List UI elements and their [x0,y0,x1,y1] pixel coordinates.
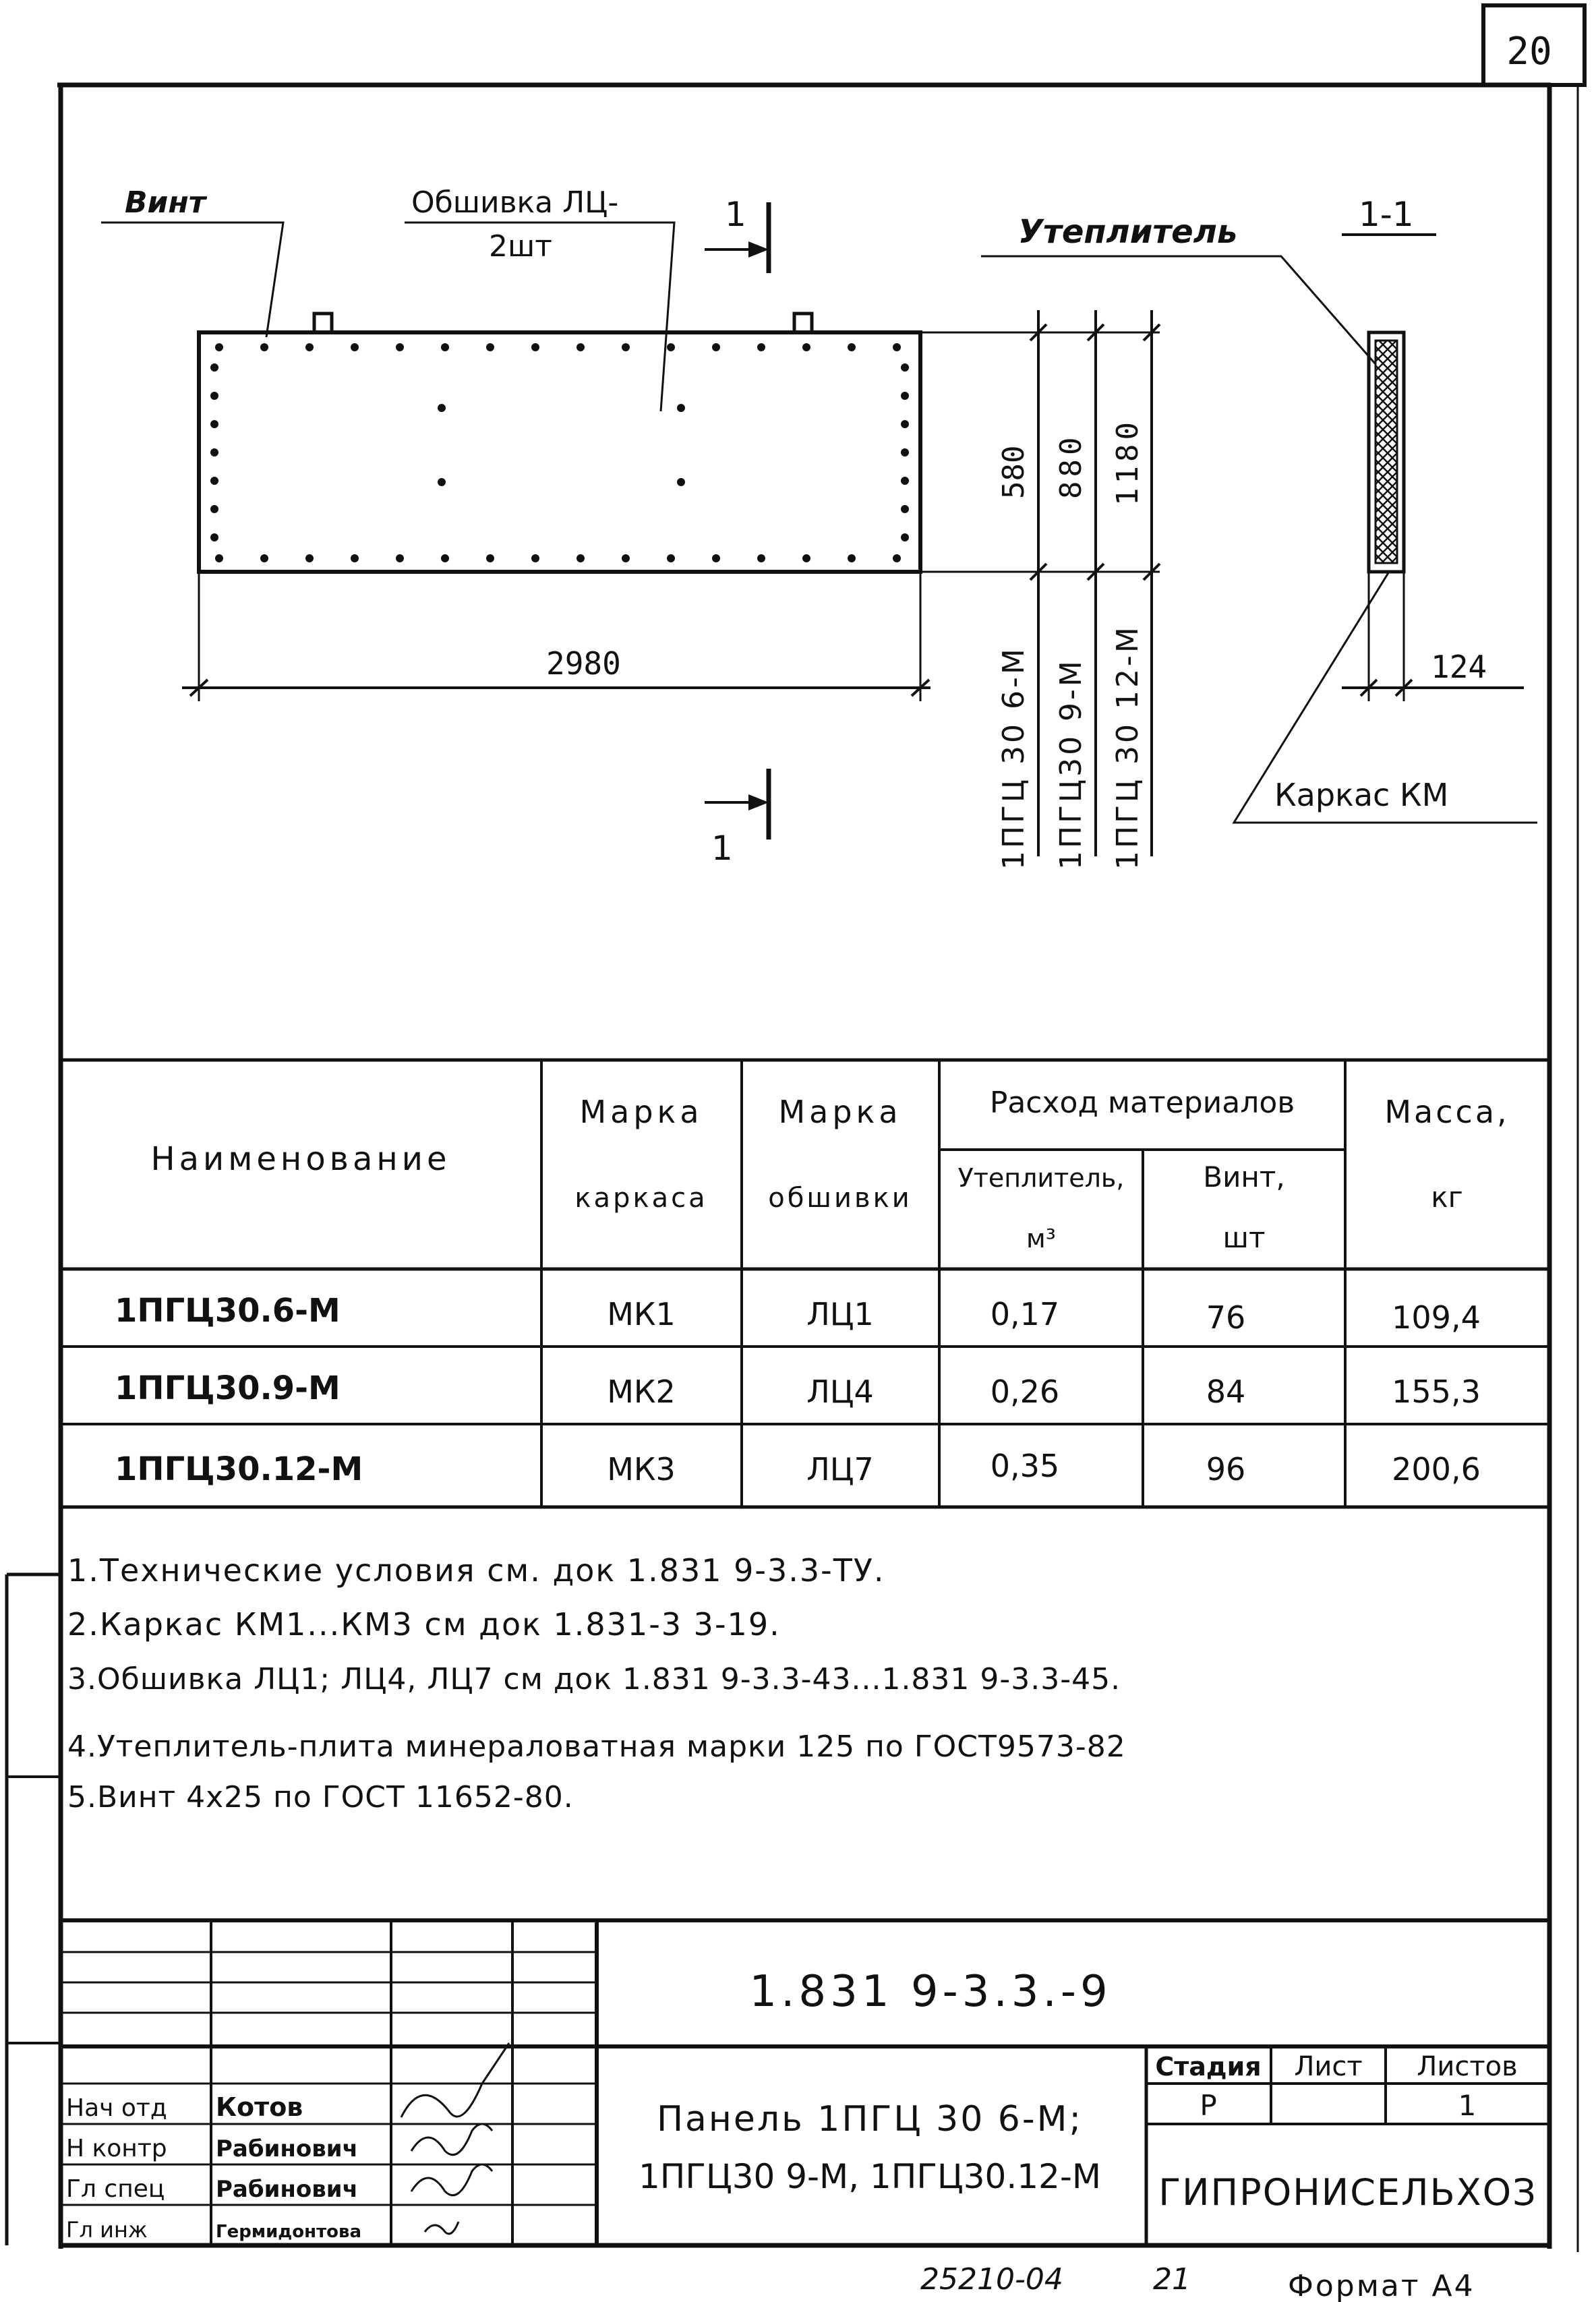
header-insulation-2: м³ [1026,1224,1056,1253]
section-1-1 [1342,332,1524,701]
screw-dot [486,343,494,351]
screw-dot [901,505,909,513]
label-screw: Винт [125,185,206,220]
row-screws: 84 [1206,1374,1246,1410]
archive-number: 25210-04 [920,2262,1063,2297]
screw-dot [802,343,810,351]
screw-dot [577,554,585,562]
screw-dot [210,505,218,513]
signer-name: Рабинович [216,2135,358,2162]
row-name: 1ПГЦ30.12-М [115,1450,363,1488]
row-frame: МК1 [607,1296,676,1332]
screw-dot [901,533,909,541]
stage-header: Стадия [1155,2052,1262,2082]
header-frame-mark-2: каркаса [574,1183,708,1214]
row-sheath: ЛЦ7 [806,1451,874,1487]
row-insulation: 0,35 [990,1448,1060,1484]
screw-dot [531,554,539,562]
row-mass: 200,6 [1392,1451,1481,1487]
signer-name: Рабинович [216,2176,358,2203]
header-frame-mark-1: Марка [579,1094,703,1130]
screw-dot [438,478,446,486]
signer-name: Котов [216,2092,303,2122]
screw-dots [210,343,909,562]
sheets-value: 1 [1458,2089,1477,2122]
screw-dot [622,554,630,562]
dim-580: 580 [997,445,1031,499]
screw-dot [712,343,720,351]
screw-dot [210,363,218,372]
row-screws: 76 [1206,1299,1246,1336]
screw-dot [893,554,901,562]
format-label: Формат А4 [1288,2269,1475,2302]
screw-dot [901,420,909,428]
note-5: 5.Винт 4х25 по ГОСТ 11652-80. [67,1780,574,1814]
row-insulation: 0,26 [990,1374,1060,1410]
header-screw-2: шт [1222,1221,1266,1254]
screw-dot [441,343,449,351]
signer-role: Гл спец [66,2175,165,2203]
vertical-label-1: 1ПГЦ 30 6-М [997,646,1031,870]
screw-dot [667,554,675,562]
screw-dot [531,343,539,351]
sheet-header: Лист [1294,2051,1363,2082]
screw-dot [677,478,685,486]
screw-dot [441,554,449,562]
section-mark: 1-1 [1359,195,1414,234]
screw-dot [577,343,585,351]
table-row [115,1369,1481,1410]
note-2: 2.Каркас КМ1...КМ3 см док 1.831-3 3-19. [67,1606,781,1643]
label-sheathing: Обшивка ЛЦ- [411,185,619,220]
row-sheath: ЛЦ1 [806,1296,874,1332]
note-3: 3.Обшивка ЛЦ1; ЛЦ4, ЛЦ7 см док 1.831 9-3.3-43...1.831 9-3.3-45. [67,1662,1121,1696]
screw-dot [396,554,404,562]
screw-dot [210,448,218,456]
header-mass-1: Масса, [1384,1094,1510,1130]
screw-dot [351,554,359,562]
screw-dot [305,343,314,351]
screw-dot [486,554,494,562]
row-mass: 155,3 [1392,1374,1481,1410]
signer-row [66,2092,303,2122]
screw-dot [210,420,218,428]
screw-dot [215,554,223,562]
panel-elevation [101,202,1537,856]
title-line-1: Панель 1ПГЦ 30 6-М; [656,2099,1084,2139]
header-materials: Расход материалов [989,1086,1295,1120]
header-insulation-1: Утеплитель, [957,1163,1125,1193]
row-insulation: 0,17 [990,1296,1060,1332]
organization: ГИПРОНИСЕЛЬХОЗ [1158,2171,1537,2214]
sheets-header: Листов [1417,2051,1518,2082]
sheet-number: 20 [1506,30,1552,73]
screw-dot [901,392,909,400]
screw-dot [305,554,314,562]
signer-name: Гермидонтова [216,2222,362,2242]
screw-dot [438,404,446,412]
row-name: 1ПГЦ30.6-М [115,1292,341,1330]
screw-dot [848,554,856,562]
screw-dot [396,343,404,351]
note-4: 4.Утеплитель-плита минераловатная марки 125 по ГОСТ9573-82 [67,1730,1126,1764]
screw-dot [893,343,901,351]
notes [67,1552,1126,1814]
screw-dot [757,343,765,351]
page-number: 21 [1153,2262,1191,2297]
note-1: 1.Технические условия см. док 1.831 9-3.3-ТУ. [67,1552,885,1589]
row-mass: 109,4 [1392,1299,1481,1336]
screw-dot [667,343,675,351]
screw-dot [802,554,810,562]
title-line-2: 1ПГЦ30 9-М, 1ПГЦ30.12-М [638,2157,1102,2196]
row-sheath: ЛЦ4 [806,1374,874,1410]
screw-dot [260,343,268,351]
header-screw-1: Винт, [1203,1160,1285,1193]
stage-value: Р [1200,2089,1217,2122]
table-row [115,1448,1481,1488]
screw-dot [901,477,909,485]
dim-1180: 1180 [1111,418,1145,506]
screw-dot [210,533,218,541]
section-cut-bottom: 1 [711,829,733,868]
screw-dot [260,554,268,562]
header-mass-2: кг [1431,1181,1463,1214]
screw-dot [757,554,765,562]
signer-role: Нач отд [66,2094,167,2122]
dim-length: 2980 [546,645,621,682]
row-name: 1ПГЦ30.9-М [115,1369,341,1407]
screw-dot [712,554,720,562]
screw-dot [677,404,685,412]
screw-dot [215,343,223,351]
label-sheathing-count: 2шт [489,229,552,264]
vertical-label-3: 1ПГЦ 30 12-М [1111,624,1145,870]
signer-role: Гл инж [66,2217,148,2243]
header-name: Наименование [150,1140,451,1178]
header-sheath-mark-2: обшивки [768,1183,912,1214]
screw-dot [901,448,909,456]
doc-code: 1.831 9-3.3.-9 [749,1967,1112,2017]
screw-dot [210,477,218,485]
screw-dot [622,343,630,351]
label-frame: Каркас КМ [1274,777,1449,813]
vertical-label-2: 1ПГЦ30 9-М [1054,658,1088,870]
signer-row [66,2217,361,2243]
dim-880: 880 [1054,433,1088,499]
row-frame: МК2 [607,1374,676,1410]
row-screws: 96 [1206,1451,1246,1487]
label-insulation: Утеплитель [1018,213,1238,251]
row-frame: МК3 [607,1451,676,1487]
section-cut-top: 1 [725,195,746,234]
screw-dot [848,343,856,351]
header-sheath-mark-1: Марка [778,1094,902,1130]
signer-role: Н контр [66,2135,167,2162]
screw-dot [351,343,359,351]
table-row [115,1292,1481,1336]
dim-thickness: 124 [1431,649,1487,685]
screw-dot [210,392,218,400]
screw-dot [901,363,909,372]
